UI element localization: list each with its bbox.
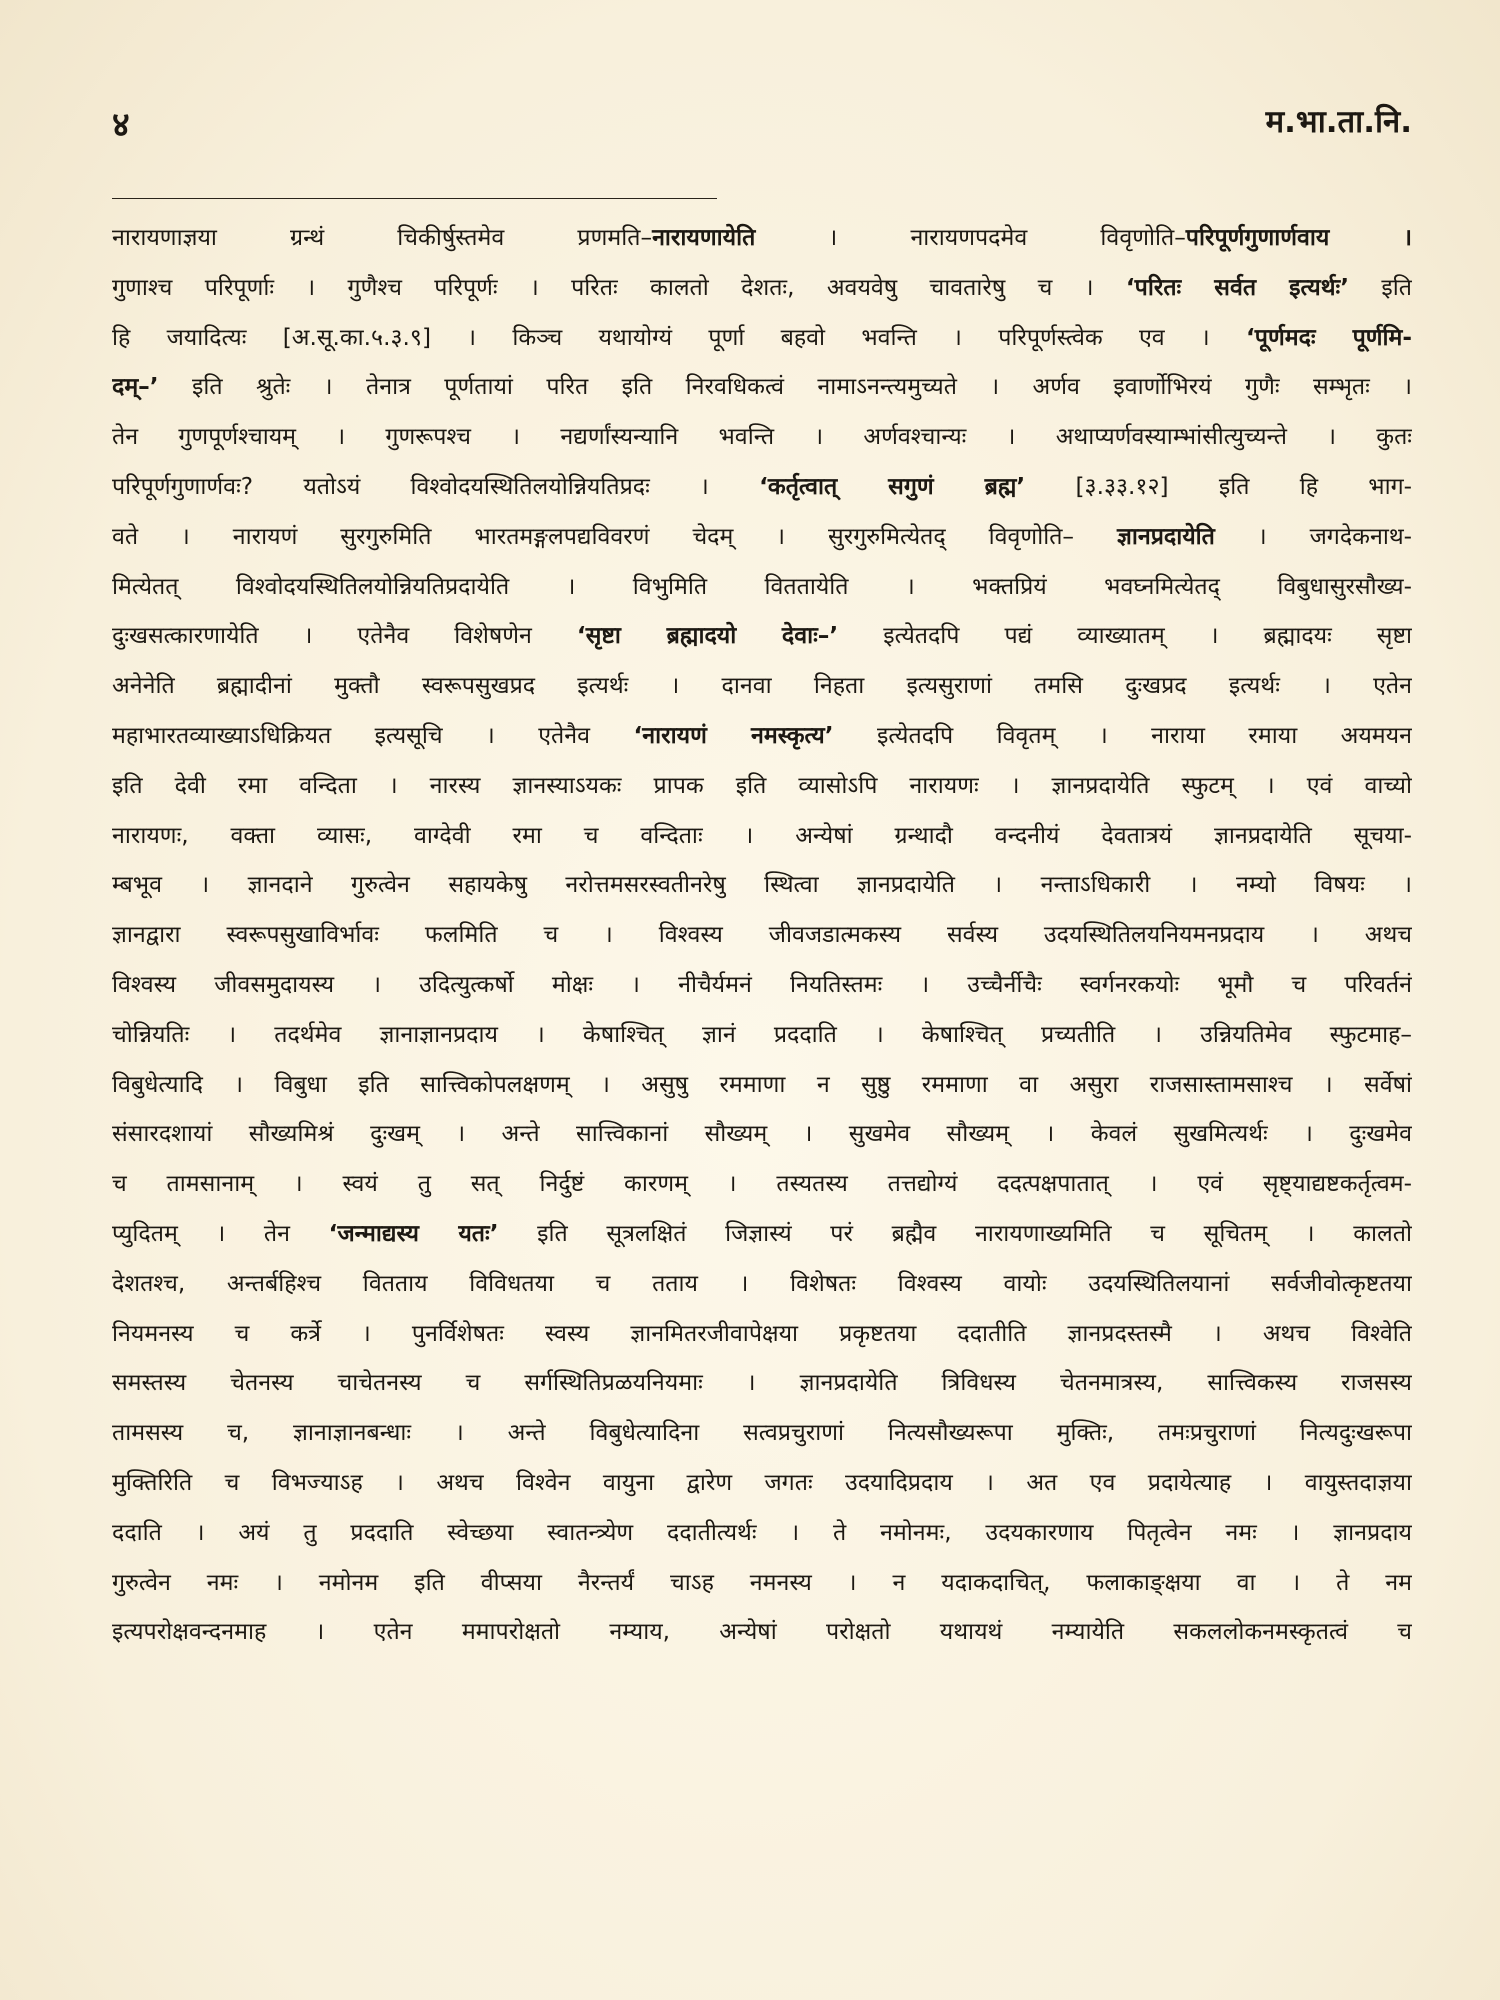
text-segment: इति सूत्रलक्षितं जिज्ञास्यं परं ब्रह्मैव नारायणाख्यमिति च सूचितम् । कालतो — [498, 1219, 1412, 1247]
text-line — [112, 661, 1412, 711]
text-segment: [३.३३.१२] इति हि भाग- — [1025, 472, 1412, 500]
text-segment: मित्येतत् विश्वोदयस्थितिलयोन्नियतिप्रदायेति । विभुमिति विततायेति । भक्तप्रियं भवघ्नमित्येतद् विबुधासुरसौख्य- — [112, 572, 1412, 600]
bold-quote: ‘परितः सर्वत इत्यर्थः’ — [1125, 273, 1350, 301]
text-line — [112, 761, 1412, 811]
bold-quote: ‘सृष्टा ब्रह्मादयो देवाः–’ — [576, 622, 839, 650]
bold-quote: दम्–’ — [112, 373, 159, 401]
text-segment: दुःखसत्कारणायेति । एतेनैव विशेषणेन — [112, 622, 577, 650]
text-line — [112, 1209, 1412, 1259]
bold-quote: ‘नारायणं नमस्कृत्य’ — [633, 721, 834, 749]
text-line — [112, 1259, 1412, 1309]
text-segment: परिपूर्णगुणार्णवः? यतोऽयं विश्वोदयस्थितिलयोन्नियतिप्रदः । — [112, 472, 760, 500]
text-line — [112, 1159, 1412, 1209]
bold-quote: ‘पूर्णमदः पूर्णमि- — [1246, 323, 1412, 351]
text-segment: देशतश्च, अन्तर्बहिश्च वितताय विविधतया च तताय । विशेषतः विश्वस्य वायोः उदयस्थितिलयानां सर्वजीवोत्कृष्टतया — [112, 1269, 1412, 1297]
text-segment: । जगदेकनाथ- — [1214, 522, 1412, 550]
text-line — [112, 562, 1412, 612]
text-segment: विश्वस्य जीवसमुदायस्य । उदित्युत्कर्षो मोक्षः । नीचैर्यमनं नियतिस्तमः । उच्चैर्नीचैः स्वर्गनरकयोः भूमौ च परिवर्तनं — [112, 970, 1412, 998]
text-segment: तामसस्य च, ज्ञानाज्ञानबन्धाः । अन्ते विबुधेत्यादिना सत्वप्रचुराणां नित्यसौख्यरूपा मुक्तिः, तमःप्रचुराणां नित्यदुःखरूपा — [112, 1419, 1412, 1447]
text-segment: गुणाश्च परिपूर्णाः । गुणैश्च परिपूर्णः । परितः कालतो देशतः, अवयवेषु चावतारेषु च । — [112, 273, 1126, 301]
text-segment: मुक्तिरिति च विभज्याऽह । अथच विश्वेन वायुना द्वारेण जगतः उदयादिप्रदाय । अत एव प्रदायेत्याह । वायुस्तदाज्ञया — [112, 1468, 1412, 1496]
bold-quote: परिपूर्णगुणार्णवाय । — [1185, 224, 1412, 251]
text-segment: ददाति । अयं तु प्रददाति स्वेच्छया स्वातन्त्र्येण ददातीत्यर्थः । ते नमोनमः, उदयकारणाय पितृत्वेन नमः । ज्ञानप्रदाय — [112, 1518, 1412, 1546]
separator-rule — [112, 198, 717, 199]
text-segment: तेन गुणपूर्णश्चायम् । गुणरूपश्च । नद्यर्णांस्यन्यानि भवन्ति । अर्णवश्चान्यः । अथाप्यर्णवस्याम्भांसीत्युच्यन्ते । कुतः — [112, 423, 1412, 451]
text-segment: अनेनेति ब्रह्मादीनां मुक्तौ स्वरूपसुखप्रद इत्यर्थः । दानवा निहता इत्यसुराणां तमसि दुःखप्रद इत्यर्थः । एतेन — [112, 672, 1412, 700]
page-header — [112, 100, 1412, 160]
text-segment: प्युदितम् । तेन — [112, 1219, 329, 1247]
text-line — [112, 711, 1412, 761]
text-line — [112, 213, 1412, 263]
text-segment: इत्येतदपि पद्यं व्याख्यातम् । ब्रह्मादयः सृष्टा — [838, 622, 1412, 650]
text-line — [112, 1408, 1412, 1458]
text-segment: इति श्रुतेः । तेनात्र पूर्णतायां परित इति निरवधिकत्वं नामाऽनन्त्यमुच्यते । अर्णव इवार्णोभिरयं गुणैः सम्भृतः । — [158, 373, 1412, 401]
bold-quote: नारायणायेति — [652, 224, 756, 251]
text-line — [112, 1010, 1412, 1060]
text-segment: गुरुत्वेन नमः । नमोनम इति वीप्सया नैरन्तर्यं चाऽह नमनस्य । न यदाकदाचित्, फलाकाङ्क्षया वा । ते नम — [112, 1568, 1412, 1596]
text-segment: नियमनस्य च कर्त्रे । पुनर्विशेषतः स्वस्य ज्ञानमितरजीवापेक्षया प्रकृष्टतया ददातीति ज्ञानप्रदस्तस्मै । अथच विश्वेति — [112, 1319, 1412, 1347]
text-line — [112, 1309, 1412, 1359]
text-line — [112, 512, 1412, 562]
running-head: म.भा.ता.नि. — [1265, 104, 1412, 140]
text-line — [112, 960, 1412, 1010]
text-line — [112, 1558, 1412, 1608]
text-segment: इति देवी रमा वन्दिता । नारस्य ज्ञानस्याऽयकः प्रापक इति व्यासोऽपि नारायणः । ज्ञानप्रदायेति स्फुटम् । एवं वाच्यो — [112, 771, 1412, 799]
text-segment: इत्येतदपि विवृतम् । नाराया रमाया अयमयन — [833, 721, 1412, 749]
text-segment: म्बभूव । ज्ञानदाने गुरुत्वेन सहायकेषु नरोत्तमसरस्वतीनरेषु स्थित्वा ज्ञानप्रदायेति । नन्ताऽधिकारी । नम्यो विषयः । — [112, 871, 1412, 899]
text-line — [112, 313, 1412, 363]
text-segment: नारायणः, वक्ता व्यासः, वाग्देवी रमा च वन्दिताः । अन्येषां ग्रन्थादौ वन्दनीयं देवतात्रयं ज्ञानप्रदायेति सूचया- — [112, 821, 1412, 849]
text-segment: इति — [1349, 273, 1412, 301]
text-segment: समस्तस्य चेतनस्य चाचेतनस्य च सर्गस्थितिप्रळयनियमाः । ज्ञानप्रदायेति त्रिविधस्य चेतनमात्रस्य, सात्त्विकस्य राजसस्य — [112, 1369, 1412, 1397]
text-segment: इत्यपरोक्षवन्दनमाह । एतेन ममापरोक्षतो नम्याय, अन्येषां परोक्षतो यथायथं नम्यायेति सकललोकनमस्कृतत्वं च — [112, 1618, 1412, 1646]
text-line — [112, 1607, 1412, 1657]
bold-quote: ‘जन्माद्यस्य यतः’ — [328, 1219, 499, 1247]
text-line — [112, 910, 1412, 960]
bold-quote: ज्ञानप्रदायेति — [1116, 522, 1215, 550]
text-line — [112, 860, 1412, 910]
text-line — [112, 811, 1412, 861]
text-line — [112, 412, 1412, 462]
text-segment: महाभारतव्याख्याऽधिक्रियत इत्यसूचि । एतेनैव — [112, 721, 634, 749]
text-line — [112, 1109, 1412, 1159]
bold-quote: ‘कर्तृत्वात् सगुणं ब्रह्म’ — [759, 472, 1026, 500]
text-segment: च तामसानाम् । स्वयं तु सत् निर्दुष्टं कारणम् । तस्यतस्य तत्तद्योग्यं ददत्पक्षपातात् । एवं सृष्ट्याद्यष्टकर्तृत्वम- — [112, 1170, 1412, 1198]
text-segment: चोन्नियतिः । तदर्थमेव ज्ञानाज्ञानप्रदाय । केषाश्चित् ज्ञानं प्रददाति । केषाश्चित् प्रच्यतीति । उन्नियतिमेव स्फुटमाह– — [112, 1020, 1412, 1048]
text-segment: ज्ञानद्वारा स्वरूपसुखाविर्भावः फलमिति च । विश्वस्य जीवजडात्मकस्य सर्वस्य उदयस्थितिलयनियमनप्रदाय । अथच — [112, 921, 1412, 949]
text-line — [112, 362, 1412, 412]
text-segment: । नारायणपदमेव विवृणोति– — [755, 224, 1186, 251]
text-line — [112, 1358, 1412, 1408]
text-segment: संसारदशायां सौख्यमिश्रं दुःखम् । अन्ते सात्त्विकानां सौख्यम् । सुखमेव सौख्यम् । केवलं सुखमित्यर्थः । दुःखमेव — [112, 1120, 1412, 1148]
text-line — [112, 462, 1412, 512]
text-segment: विबुधेत्यादि । विबुधा इति सात्त्विकोपलक्षणम् । असुषु रममाणा न सुष्ठु रममाणा वा असुरा राजसास्तामसाश्च । सर्वेषां — [112, 1070, 1412, 1098]
page-number: ४ — [112, 105, 130, 145]
commentary-body — [112, 213, 1412, 1657]
text-line — [112, 1060, 1412, 1110]
text-line — [112, 263, 1412, 313]
text-segment: हि जयादित्यः [अ.सू.का.५.३.९] । किञ्च यथायोग्यं पूर्णा बहवो भवन्ति । परिपूर्णस्त्वेक एव । — [112, 323, 1246, 351]
text-line — [112, 1508, 1412, 1558]
text-line — [112, 611, 1412, 661]
text-segment: वते । नारायणं सुरगुरुमिति भारतमङ्गलपद्यविवरणं चेदम् । सुरगुरुमित्येतद् विवृणोति– — [112, 522, 1117, 550]
text-segment: नारायणाज्ञया ग्रन्थं चिकीर्षुस्तमेव प्रणमति– — [112, 224, 653, 251]
text-line — [112, 1458, 1412, 1508]
